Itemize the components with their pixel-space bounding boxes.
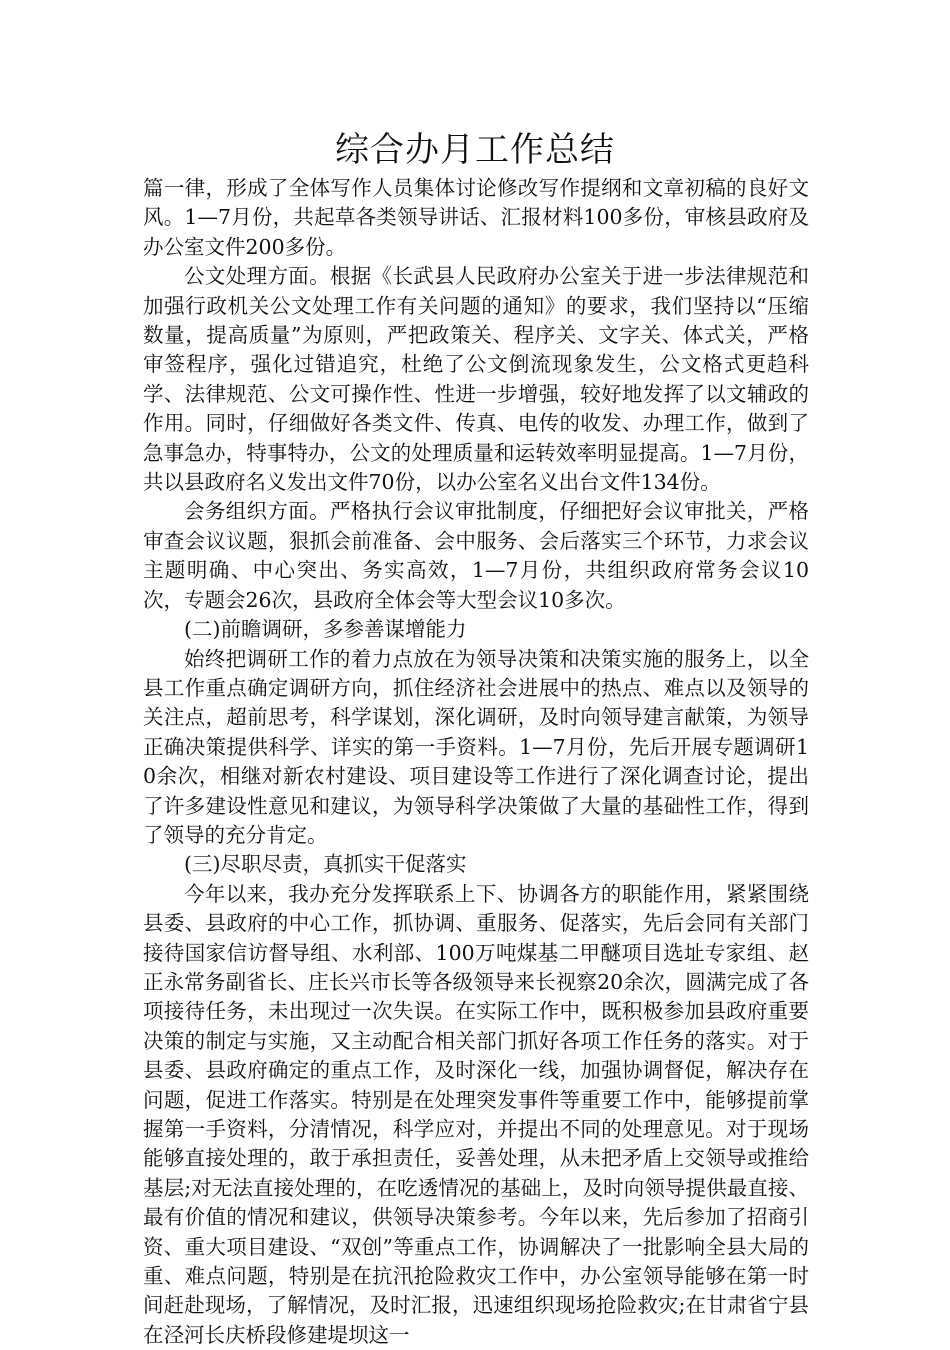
section-heading-research: (二)前瞻调研，多参善谋增能力 xyxy=(184,617,467,642)
document-title: 综合办月工作总结 xyxy=(335,130,615,170)
document-body xyxy=(143,174,809,1350)
paragraph-meeting-organization: 会务组织方面。严格执行会议审批制度，仔细把好会议审批关，严格审查会议议题，狠抓会前准备、会中服务、会后落实三个环节，力求会议主题明确、中心突出、务实高效，1—7月份，共组织政府常务会议10次，专题会26次，县政府全体会等大型会议10多次。 xyxy=(143,499,809,612)
paragraph-writing-style: 篇一律，形成了全体写作人员集体讨论修改写作提纲和文章初稿的良好文风。1—7月份，共起草各类领导讲话、汇报材料100多份，审核县政府及办公室文件200多份。 xyxy=(143,176,809,259)
paragraph-document-processing: 公文处理方面。根据《长武县人民政府办公室关于进一步法律规范和加强行政机关公文处理工作有关问题的通知》的要求，我们坚持以“压缩数量，提高质量”为原则，严把政策关、程序关、文字关、体式关，严格审签程序，强化过错追究，杜绝了公文倒流现象发生，公文格式更趋科学、法律规范、公文可操作性、性进一步增强，较好地发挥了以文辅政的作用。同时，仔细做好各类文件、传真、电传的收发、办理工作，做到了急事急办，特事特办，公文的处理质量和运转效率明显提高。1—7月份，共以县政府名义发出文件70份，以办公室名义出台文件134份。 xyxy=(143,264,809,495)
paragraph-research: 始终把调研工作的着力点放在为领导决策和决策实施的服务上，以全县工作重点确定调研方向，抓住经济社会进展中的热点、难点以及领导的关注点，超前思考，科学谋划，深化调研，及时向领导建言献策，为领导正确决策提供科学、详实的第一手资料。1—7月份，先后开展专题调研10余次，相继对新农村建设、项目建设等工作进行了深化调查讨论，提出了许多建设性意见和建议，为领导科学决策做了大量的基础性工作，得到了领导的充分肯定。 xyxy=(143,646,809,847)
paragraph-implementation: 今年以来，我办充分发挥联系上下、协调各方的职能作用，紧紧围绕县委、县政府的中心工作，抓协调、重服务、促落实，先后会同有关部门接待国家信访督导组、水利部、100万吨煤基二甲醚项目选址专家组、赵正永常务副省长、庄长兴市长等各级领导来长视察20余次，圆满完成了各项接待任务，未出现过一次失误。在实际工作中，既积极参加县政府重要决策的制定与实施，又主动配合相关部门抓好各项工作任务的落实。对于县委、县政府确定的重点工作，及时深化一线，加强协调督促，解决存在问题，促进工作落实。特别是在处理突发事件等重要工作中，能够提前掌握第一手资料，分清情况，科学应对，并提出不同的处理意见。对于现场能够直接处理的，敢于承担责任，妥善处理，从未把矛盾上交领导或推给基层;对无法直接处理的，在吃透情况的基础上，及时向领导提供最直接、最有价值的情况和建议，供领导决策参考。今年以来，先后参加了招商引资、重大项目建设、“双创”等重点工作，协调解决了一批影响全县大局的重、难点问题，特别是在抗汛抢险救灾工作中，办公室领导能够在第一时间赶赴现场，了解情况，及时汇报，迅速组织现场抢险救灾;在甘肃省宁县在泾河长庆桥段修建堤坝这一 xyxy=(143,881,809,1347)
section-heading-implementation: (三)尽职尽责，真抓实干促落实 xyxy=(184,852,467,877)
